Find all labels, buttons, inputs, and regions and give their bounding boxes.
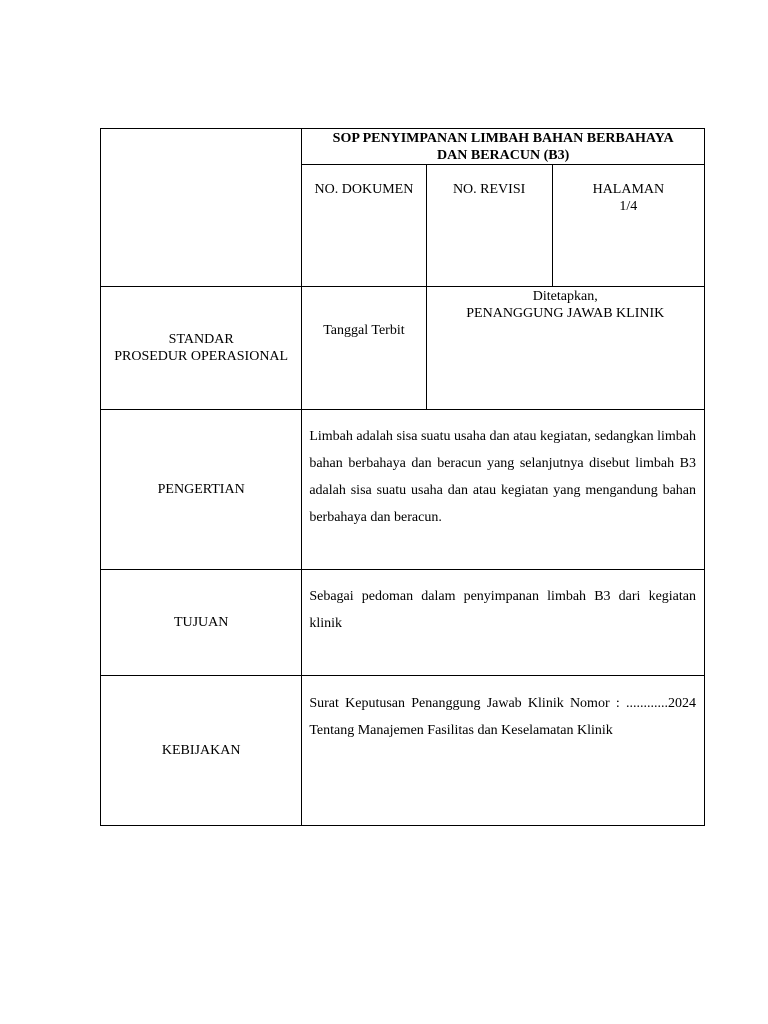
logo-cell (101, 129, 302, 287)
ditetapkan-label: Ditetapkan, (532, 289, 598, 304)
pengertian-label-cell (101, 410, 302, 570)
sop-label-cell (101, 287, 302, 410)
pengertian-text: Limbah adalah sisa suatu usaha dan atau kegiatan, sedangkan limbah bahan berbahaya dan beracun yang selanjutnya disebut limbah B3 adalah sisa suatu usaha dan atau kegiatan yang mengandung bahan berbahaya dan beracun. (302, 410, 705, 570)
sop-table (100, 128, 705, 826)
title-line-1: SOP PENYIMPANAN LIMBAH BAHAN BERBAHAYA (332, 131, 674, 146)
no-dokumen-cell (302, 165, 426, 287)
no-revisi-label: NO. REVISI (452, 182, 526, 197)
title-line-2: DAN BERACUN (B3) (437, 148, 570, 163)
document-title (302, 129, 705, 165)
tanggal-terbit-cell (302, 287, 426, 410)
halaman-value: 1/4 (619, 199, 638, 214)
sop-label-line-1: STANDAR (168, 332, 234, 347)
ditetapkan-cell (426, 287, 704, 410)
pengertian-label: PENGERTIAN (157, 482, 245, 497)
tanggal-terbit-label: Tanggal Terbit (323, 323, 405, 338)
penanggung-jawab-label: PENANGGUNG JAWAB KLINIK (466, 306, 665, 321)
halaman-cell (552, 165, 704, 287)
sop-label-line-2: PROSEDUR OPERASIONAL (114, 349, 289, 364)
tujuan-label: TUJUAN (173, 615, 229, 630)
kebijakan-text: Surat Keputusan Penanggung Jawab Klinik Nomor : ............2024 Tentang Manajemen Fasilitas dan Keselamatan Klinik (302, 676, 705, 826)
tujuan-label-cell (101, 570, 302, 676)
no-dokumen-label: NO. DOKUMEN (314, 182, 414, 197)
no-revisi-cell (426, 165, 552, 287)
kebijakan-label-cell (101, 676, 302, 826)
kebijakan-label: KEBIJAKAN (161, 743, 241, 758)
halaman-label: HALAMAN (592, 182, 665, 197)
tujuan-text: Sebagai pedoman dalam penyimpanan limbah B3 dari kegiatan klinik (302, 570, 705, 676)
